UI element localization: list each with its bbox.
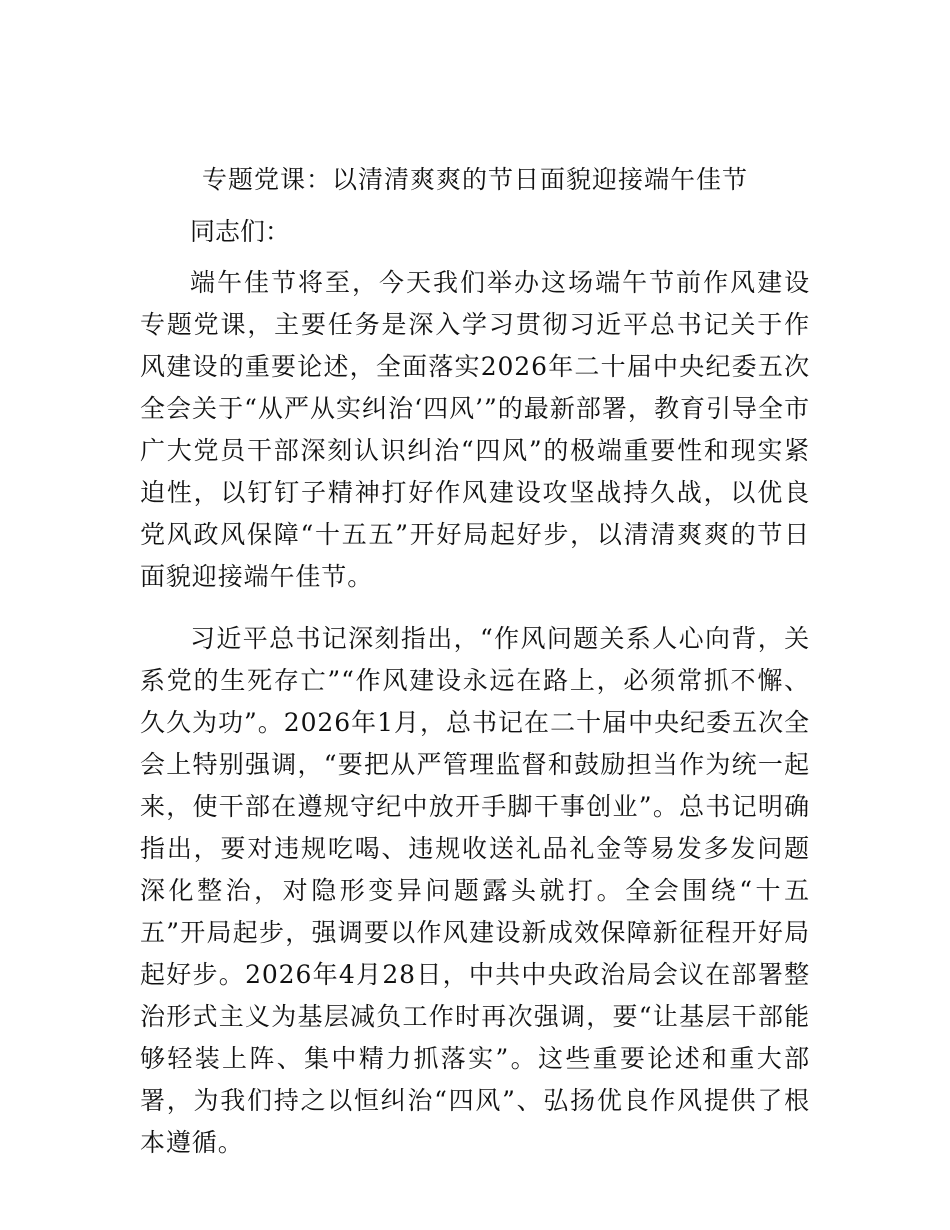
paragraph-1: 端午佳节将至，今天我们举办这场端午节前作风建设专题党课，主要任务是深入学习贯彻习近平总书记关于作风建设的重要论述，全面落实2026年二十届中央纪委五次全会关于“从严从实纠治‘四风’”的最新部署，教育引导全市广大党员干部深刻认识纠治“四风”的极端重要性和现实紧迫性，以钉钉子精神打好作风建设攻坚战持久战，以优良党风政风保障“十五五”开好局起好步，以清清爽爽的节日面貌迎接端午佳节。 [140,268,810,591]
document-title: 专题党课：以清清爽爽的节日面貌迎接端午佳节 [201,165,748,194]
paragraph-2: 习近平总书记深刻指出，“作风问题关系人心向背，关系党的生死存亡”“作风建设永远在路上，必须常抓不懈、久久为功”。2026年1月，总书记在二十届中央纪委五次全会上特别强调，“要把从严管理监督和鼓励担当作为统一起来，使干部在遵规守纪中放开手脚干事创业”。总书记明确指出，要对违规吃喝、违规收送礼品礼金等易发多发问题深化整治，对隐形变异问题露头就打。全会围绕“十五五”开局起步，强调要以作风建设新成效保障新征程开好局起好步。2026年4月28日，中共中央政治局会议在部署整治形式主义为基层减负工作时再次强调，要“让基层干部能够轻装上阵、集中精力抓落实”。这些重要论述和重大部署，为我们持之以恒纠治“四风”、弘扬优良作风提供了根本遵循。 [140,624,810,1157]
greeting: 同志们： [190,217,291,246]
